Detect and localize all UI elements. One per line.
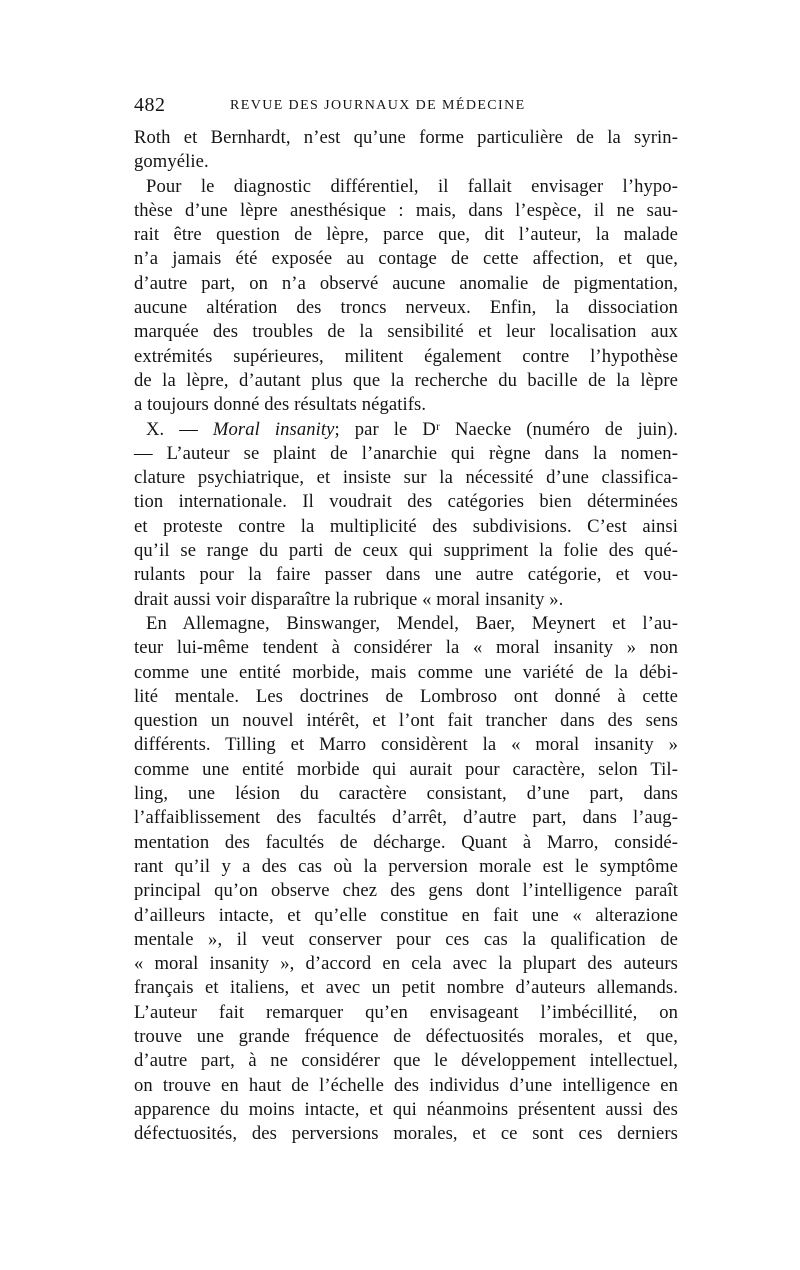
- text-line: thèse d’une lèpre anesthésique : mais, dans l’espèce, il ne sau-: [134, 199, 678, 221]
- text-line: comme une entité morbide, mais comme une variété de la débi-: [134, 661, 678, 683]
- text-line: — L’auteur se plaint de l’anarchie qui règne dans la nomen-: [134, 442, 678, 464]
- text-line: l’affaiblissement des facultés d’arrêt, d’autre part, dans l’aug-: [134, 807, 678, 829]
- text-line: ling, une lésion du caractère consistant, d’une part, dans: [134, 783, 678, 805]
- text-line: gomyélie.: [134, 151, 209, 173]
- text-line: mentale », il veut conserver pour ces cas la qualification de: [134, 928, 678, 950]
- text-line: aucune altération des troncs nerveux. Enfin, la dissociation: [134, 297, 678, 319]
- text-line: lité mentale. Les doctrines de Lombroso ont donné à cette: [134, 685, 678, 707]
- text-line: question un nouvel intérêt, et l’ont fait trancher dans des sens: [134, 710, 678, 732]
- text-line: et proteste contre la multiplicité des subdivisions. C’est ainsi: [134, 515, 678, 537]
- text-line: rait être question de lèpre, parce que, dit l’auteur, la malade: [134, 224, 678, 246]
- running-head: [134, 94, 678, 118]
- text-line: drait aussi voir disparaître la rubrique « moral insanity ».: [134, 588, 564, 610]
- text-line: teur lui-même tendent à considérer la « moral insanity » non: [134, 637, 678, 659]
- text-line: d’ailleurs intacte, et qu’elle constitue en fait une « alterazione: [134, 904, 678, 926]
- text-line: En Allemagne, Binswanger, Mendel, Baer, Meynert et l’au-: [146, 612, 678, 634]
- running-title: REVUE DES JOURNAUX DE MÉDECINE: [230, 98, 526, 113]
- text-line: mentation des facultés de décharge. Quant à Marro, considé-: [134, 831, 678, 853]
- text-line: comme une entité morbide qui aurait pour caractère, selon Til-: [134, 758, 678, 780]
- text-line: « moral insanity », d’accord en cela avec la plupart des auteurs: [134, 953, 678, 975]
- text-line: défectuosités, des perversions morales, et ce sont ces derniers: [134, 1123, 678, 1145]
- text-line: rulants pour la faire passer dans une autre catégorie, et vou-: [134, 564, 678, 586]
- body-text: [134, 126, 678, 1146]
- text-line: tion internationale. Il voudrait des catégories bien déterminées: [134, 491, 678, 513]
- text-line: on trouve en haut de l’échelle des individus d’une intelligence en: [134, 1074, 678, 1096]
- text-line: trouve une grande fréquence de défectuosités morales, et que,: [134, 1025, 678, 1047]
- text-line: rant qu’il y a des cas où la perversion morale est le symptôme: [134, 855, 678, 877]
- text-line: Roth et Bernhardt, n’est qu’une forme particulière de la syrin-: [134, 127, 678, 148]
- text-line: différents. Tilling et Marro considèrent la « moral insanity »: [134, 734, 678, 756]
- text-line: clature psychiatrique, et insiste sur la nécessité d’une classifica-: [134, 467, 678, 489]
- text-line: X. — Moral insanity; par le Dʳ Naecke (numéro de juin).: [146, 418, 678, 440]
- article-title: Moral insanity: [212, 418, 335, 440]
- text-line: français et italiens, et avec un petit nombre d’auteurs allemands.: [134, 977, 678, 999]
- text-line: qu’il se range du parti de ceux qui suppriment la folie des qué-: [134, 540, 678, 562]
- text-line: Pour le diagnostic différentiel, il fallait envisager l’hypo-: [146, 175, 678, 197]
- text-line: extrémités supérieures, militent également contre l’hypothèse: [134, 345, 678, 367]
- page-number: 482: [134, 94, 166, 116]
- text-line: de la lèpre, d’autant plus que la recherche du bacille de la lèpre: [134, 369, 678, 391]
- text-line: n’a jamais été exposée au contage de cette affection, et que,: [134, 248, 678, 270]
- text-line: a toujours donné des résultats négatifs.: [134, 394, 427, 416]
- text-line: d’autre part, on n’a observé aucune anomalie de pigmentation,: [134, 272, 678, 294]
- text-line: d’autre part, à ne considérer que le développement intellectuel,: [134, 1050, 678, 1072]
- text-line: L’auteur fait remarquer qu’en envisageant l’imbécillité, on: [134, 1001, 678, 1023]
- text-line: principal qu’on observe chez des gens dont l’intelligence paraît: [134, 880, 678, 902]
- text-line: apparence du moins intacte, et qui néanmoins présentent aussi des: [134, 1098, 678, 1120]
- text-line: marquée des troubles de la sensibilité et leur localisation aux: [134, 321, 678, 343]
